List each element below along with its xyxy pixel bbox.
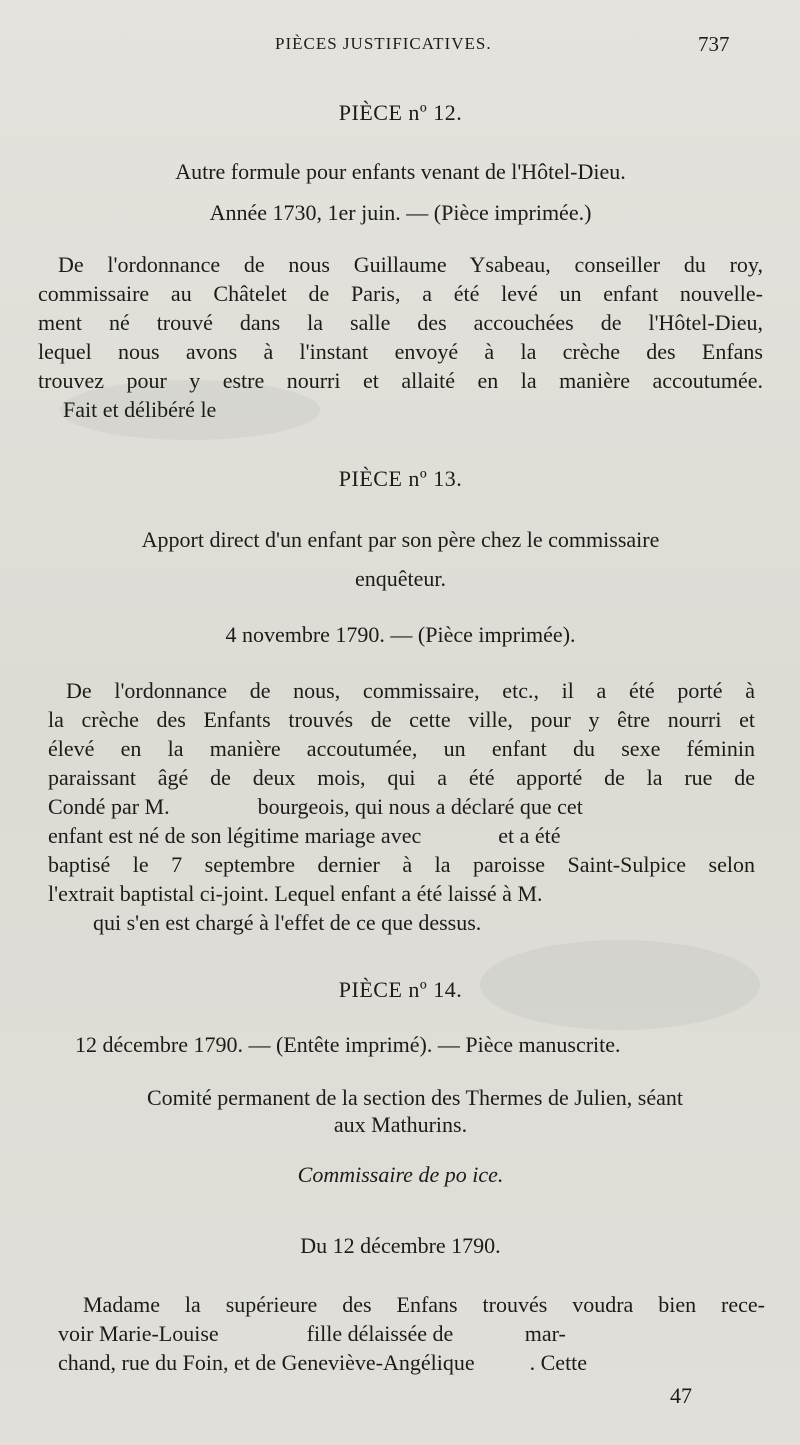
body-line: qui s'en est chargé à l'effet de ce que dessus.: [93, 910, 482, 935]
piece-13-date: 4 novembre 1790. — (Pièce imprimée).: [225, 622, 576, 647]
page-number-bottom: 47: [670, 1383, 692, 1408]
body-line: Condé par M. bourgeois, qui nous a déclaré que cet: [48, 794, 583, 819]
body-line: ment né trouvé dans la salle des accouchées de l'Hôtel-Dieu,: [38, 310, 763, 335]
body-line: enfant est né de son légitime mariage avec et a été: [48, 823, 561, 848]
piece-12-body: [38, 250, 763, 424]
piece-14-committee-1: Comité permanent de la section des Thermes de Julien, séant: [147, 1085, 683, 1110]
piece-14-du-date: Du 12 décembre 1790.: [300, 1233, 501, 1258]
page-number-top: 737: [698, 32, 730, 56]
body-line: De l'ordonnance de nous, commissaire, etc., il a été porté à: [66, 678, 755, 703]
body-line: la crèche des Enfants trouvés de cette ville, pour y être nourri et: [48, 707, 755, 732]
running-head: PIÈCES JUSTIFICATIVES.: [275, 34, 492, 53]
body-line: l'extrait baptistal ci-joint. Lequel enfant a été laissé à M.: [48, 881, 543, 906]
piece-14-heading: PIÈCE nº 14.: [338, 977, 463, 1002]
piece-13-subtitle-1: Apport direct d'un enfant par son père chez le commissaire: [141, 527, 660, 552]
body-line: commissaire au Châtelet de Paris, a été levé un enfant nouvelle-: [38, 281, 763, 306]
piece-14-committee-2: aux Mathurins.: [333, 1112, 468, 1137]
body-line: lequel nous avons à l'instant envoyé à la crèche des Enfans: [38, 339, 763, 364]
body-line: paraissant âgé de deux mois, qui a été apporté de la rue de: [48, 765, 755, 790]
piece-14-commissaire: Commissaire de po ice.: [297, 1162, 504, 1187]
body-line: Madame la supérieure des Enfans trouvés voudra bien rece-: [83, 1292, 765, 1317]
piece-12-date: Année 1730, 1er juin. — (Pièce imprimée.): [209, 200, 592, 225]
page-header: [0, 34, 800, 62]
piece-14-date: 12 décembre 1790. — (Entête imprimé). — Pièce manuscrite.: [75, 1032, 621, 1057]
piece-13-subtitle-2: enquêteur.: [354, 566, 447, 591]
body-line: De l'ordonnance de nous Guillaume Ysabeau, conseiller du roy,: [58, 252, 763, 277]
body-line: voir Marie-Louise fille délaissée de mar-: [58, 1321, 566, 1346]
body-line: baptisé le 7 septembre dernier à la paroisse Saint-Sulpice selon: [48, 852, 755, 877]
body-line: Fait et délibéré le: [63, 397, 217, 422]
piece-12-heading: PIÈCE nº 12.: [338, 100, 463, 125]
body-line: élevé en la manière accoutumée, un enfant du sexe féminin: [48, 736, 755, 761]
body-line: chand, rue du Foin, et de Geneviève-Angélique . Cette: [58, 1350, 588, 1375]
piece-13-body: [48, 676, 755, 937]
piece-12-subtitle: Autre formule pour enfants venant de l'Hôtel-Dieu.: [175, 159, 626, 184]
piece-14-body: [58, 1290, 765, 1377]
piece-13-heading: PIÈCE nº 13.: [338, 466, 463, 491]
body-line: trouvez pour y estre nourri et allaité en la manière accoutumée.: [38, 368, 763, 393]
